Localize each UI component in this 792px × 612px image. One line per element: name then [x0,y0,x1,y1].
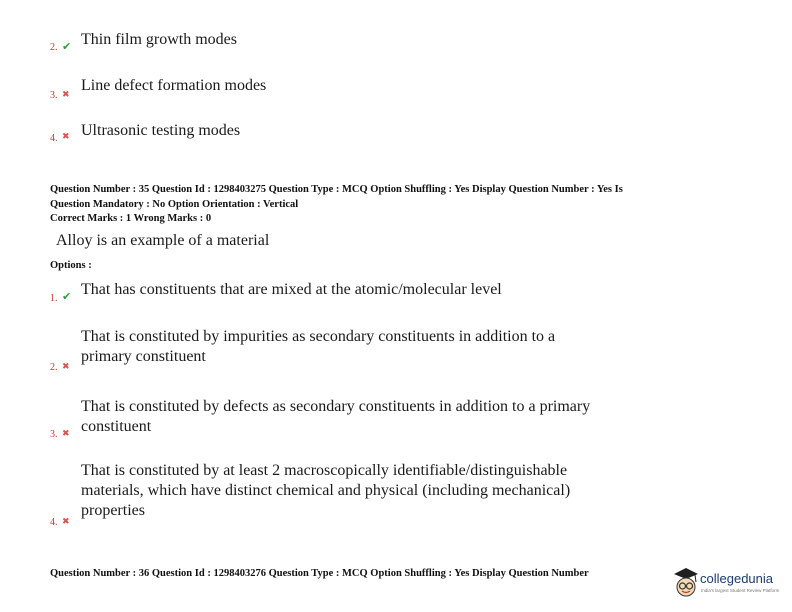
option-text: Ultrasonic testing modes [81,122,241,139]
logo-tagline: India's largest Student Review Platform [701,588,780,593]
option-number: 4. [50,517,58,528]
cross-icon: ✖ [62,132,70,142]
option-text: That is constituted by impurities as secondary constituents in addition to a primary constituent [81,328,556,365]
next-question-meta: Question Number : 36 Question Id : 1298403276 Question Type : MCQ Option Shuffling : Yes Display Question Number [50,568,589,579]
meta-line-1: Question Number : 35 Question Id : 1298403275 Question Type : MCQ Option Shuffling : Yes Display Question Number : Yes Is [50,184,623,195]
option-text: Thin film growth modes [81,31,237,48]
option-number: 1. [50,293,58,304]
question-meta [50,183,740,227]
option-number: 3. [50,90,58,101]
cross-icon: ✖ [62,90,70,100]
cross-icon: ✖ [62,429,70,439]
option-text: That has constituents that are mixed at the atomic/molecular level [81,281,502,298]
option-text: That is constituted by at least 2 macroscopically identifiable/distinguishable materials, which have distinct chemical and physical (including mechanical) properties [81,462,571,519]
question-text: Alloy is an example of a material [56,232,270,249]
mascot-icon [670,566,700,600]
check-icon: ✔ [62,40,72,53]
option-number: 4. [50,133,58,144]
cross-icon: ✖ [62,362,70,372]
option-text: Line defect formation modes [81,77,267,94]
option-number: 2. [50,42,58,53]
cross-icon: ✖ [62,517,70,527]
option-number: 3. [50,429,58,440]
option-text: That is constituted by defects as secondary constituents in addition to a primary constituent [81,398,591,435]
option-number: 2. [50,362,58,373]
logo-brand: collegedunia [700,571,774,586]
check-icon: ✔ [62,290,72,303]
marks-line: Correct Marks : 1 Wrong Marks : 0 [50,213,212,224]
meta-line-2: Question Mandatory : No Option Orientation : Vertical [50,198,299,210]
options-label: Options : [50,260,92,271]
collegedunia-logo [670,566,788,606]
